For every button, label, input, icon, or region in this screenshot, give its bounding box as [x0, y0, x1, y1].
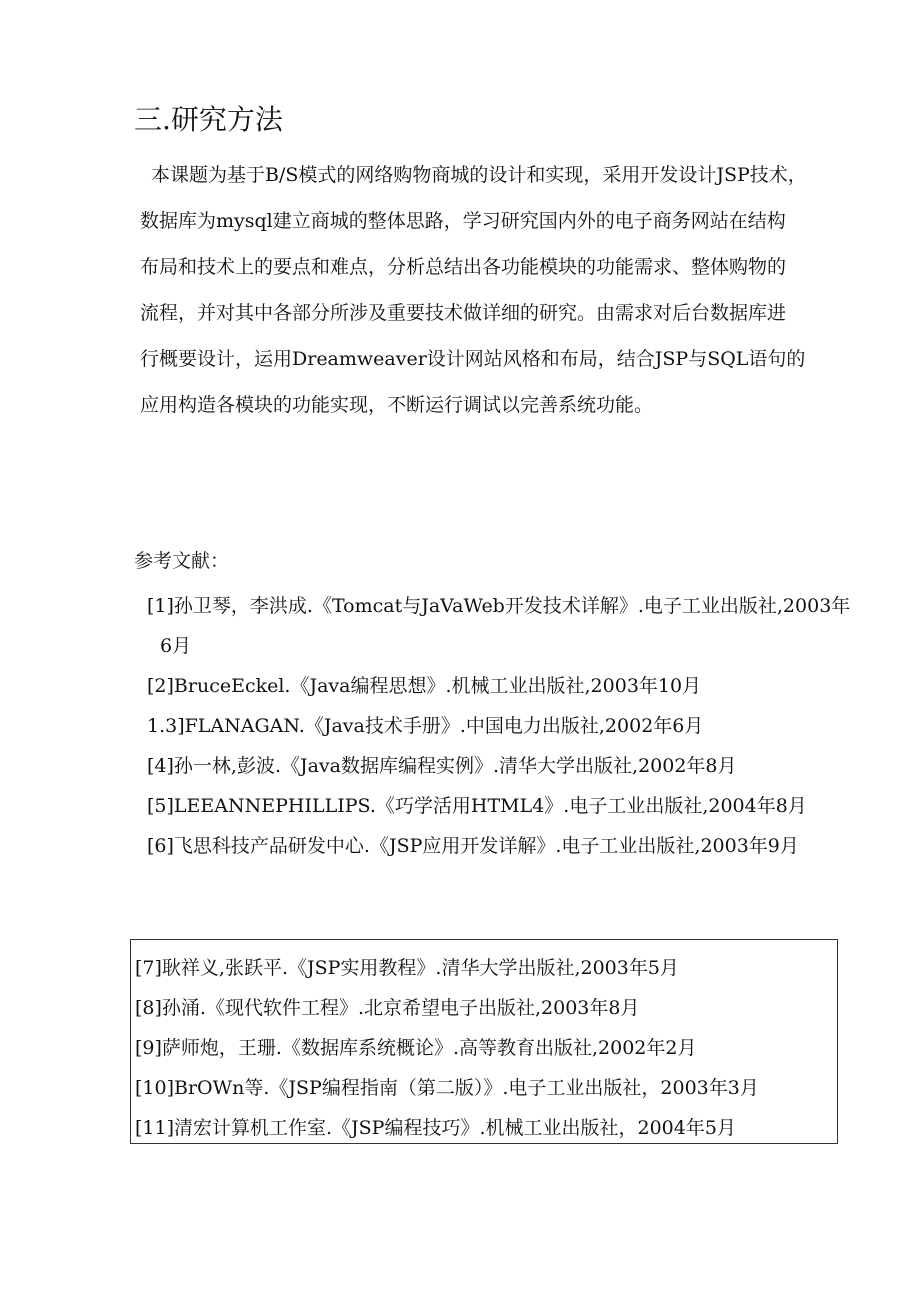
paragraph-line: 行概要设计，运用Dreamweaver设计网站风格和布局，结合JSP与SQL语句的	[140, 348, 806, 370]
reference-item: [2]BruceEckel.《Java编程思想》.机械工业出版社,2003年10月	[147, 675, 702, 697]
paragraph-line: 本课题为基于B/S模式的网络购物商城的设计和实现，采用开发设计JSP技术，	[151, 164, 807, 186]
reference-item: 1.3]FLANAGAN.《Java技术手册》.中国电力出版社,2002年6月	[147, 715, 704, 737]
reference-item: [4]孙一林,彭波.《Java数据库编程实例》.清华大学出版社,2002年8月	[147, 755, 737, 777]
paragraph-line: 应用构造各模块的功能实现，不断运行调试以完善系统功能。	[140, 394, 654, 416]
reference-item: [5]LEEANNEPHILLIPS.《巧学活用HTML4》.电子工业出版社,2004年8月	[147, 795, 807, 817]
reference-item: [9]萨师炮，王珊.《数据库系统概论》.高等教育出版社,2002年2月	[135, 1037, 697, 1059]
reference-item: [1]孙卫琴，李洪成.《Tomcat与JaVaWeb开发技术详解》.电子工业出版社,2003年6月	[147, 595, 851, 657]
reference-item: [10]BrOWn等.《JSP编程指南（第二版）》.电子工业出版社，2003年3月	[135, 1077, 759, 1099]
section-paragraph	[140, 152, 845, 428]
paragraph-line: 数据库为mysql建立商城的整体思路，学习研究国内外的电子商务网站在结构	[140, 210, 786, 232]
references-title: 参考文献：	[134, 550, 230, 572]
reference-item: [6]飞思科技产品研发中心.《JSP应用开发详解》.电子工业出版社,2003年9月	[147, 835, 799, 857]
paragraph-line: 布局和技术上的要点和难点，分析总结出各功能模块的功能需求、整体购物的	[140, 256, 787, 278]
reference-list	[134, 586, 854, 866]
section-heading: 三.研究方法	[134, 103, 283, 136]
reference-item: [7]耿祥义,张跃平.《JSP实用教程》.清华大学出版社,2003年5月	[135, 957, 679, 979]
reference-item: [8]孙涌.《现代软件工程》.北京希望电子出版社,2003年8月	[135, 997, 640, 1019]
reference-item: [11]清宏计算机工作室.《JSP编程技巧》.机械工业出版社，2004年5月	[135, 1117, 736, 1139]
paragraph-line: 流程，并对其中各部分所涉及重要技术做详细的研究。由需求对后台数据库进	[140, 302, 787, 324]
boxed-reference-list	[130, 939, 838, 1144]
